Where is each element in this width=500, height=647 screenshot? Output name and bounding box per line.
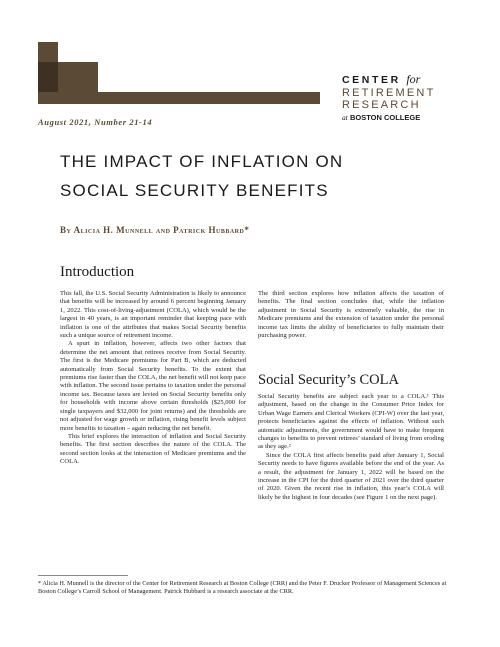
section-heading-introduction: Introduction (60, 264, 135, 280)
logo-square (38, 42, 58, 62)
paragraph: The third section explores how inflation affects the taxation of benefits. The final section concludes that, while the inflation adjustment in Social Security is extremely valuable, the rise in Medicare premiums and the extension of taxation under the personal income tax limits the ability of beneficiaries to fully maintain their purchasing power. (258, 290, 444, 340)
logo-line-boston-college: at BOSTON COLLEGE (342, 113, 421, 122)
title-line: THE IMPACT OF INFLATION ON (60, 152, 344, 171)
brief-title (60, 147, 460, 205)
paragraph: This brief explores the interaction of inflation and Social Security benefits. The first section describes the nature of the COLA. The second section looks at the interaction of Medicare premiums and the COLA. (60, 432, 246, 466)
section-heading-cola: Social Security’s COLA (258, 372, 399, 388)
masthead-rule (38, 92, 320, 104)
body-column-right-top (258, 290, 444, 340)
paragraph: Social Security benefits are subject each year to a COLA.¹ This adjustment, based on the change in the Consumer Price Index for Urban Wage Earners and Clerical Workers (CPI-W) over the last year, protects beneficiaries against the effects of inflation. Without such automatic adjustments, the government would have to make frequent changes to benefits to prevent retirees’ standard of living from eroding as they age.² (258, 393, 444, 451)
logo-line-retirement: RETIREMENT (342, 87, 436, 99)
body-column-right-bottom (258, 393, 444, 502)
body-column-left (60, 290, 246, 467)
title-line: SOCIAL SECURITY BENEFITS (60, 181, 329, 200)
paragraph: A spurt in inflation, however, affects two other factors that determine the net amount that retirees receive from Social Security. The first is the Medicare premiums for Part B, which are deducted automatically from Social Security benefits. To the extent that premiums rise faster than the COLA, the net benefit will not keep pace with inflation. The second issue pertains to taxation under the personal income tax. Because taxes are levied on Social Security benefits only for households with income above certain thresholds ($25,000 for single taxpayers and $32,000 for joint returns) and the thresholds are not adjusted for wage growth or inflation, rising benefit levels subject more benefits to taxation – again reducing the net benefit. (60, 340, 246, 432)
logo-line-center: CENTER for (342, 72, 421, 86)
author-footnote: * Alicia H. Munnell is the director of the Center for Retirement Research at Boston College (CRR) and the Peter F. Drucker Professor of Management Sciences at Boston College’s Carroll School of Management. Patrick Hubbard is a research associate at the CRR. (38, 580, 447, 596)
crr-logo (342, 72, 472, 122)
author-line: By Alicia H. Munnell and Patrick Hubbard* (60, 225, 250, 235)
footnote-divider (38, 575, 128, 576)
issue-date: August 2021, Number 21-14 (38, 117, 153, 127)
paragraph: This fall, the U.S. Social Security Administration is likely to announce that benefits will be increased by around 6 percent beginning January 1, 2022. This cost-of-living-adjustment (COLA), which would be the largest in 40 years, is an important reminder that keeping pace with inflation is one of the attributes that makes Social Security benefits such a unique source of retirement income. (60, 290, 246, 340)
logo-line-research: RESEARCH (342, 99, 421, 111)
paragraph: Since the COLA first affects benefits paid after January 1, Social Security needs to have figures available before the end of the year. As a result, the adjustment for January 1, 2022 will be based on the increase in the CPI for the third quarter of 2021 over the third quarter of 2020. Given the recent rise in inflation, this year’s COLA will likely be the highest in four decades (see Figure 1 on the next page). (258, 451, 444, 501)
